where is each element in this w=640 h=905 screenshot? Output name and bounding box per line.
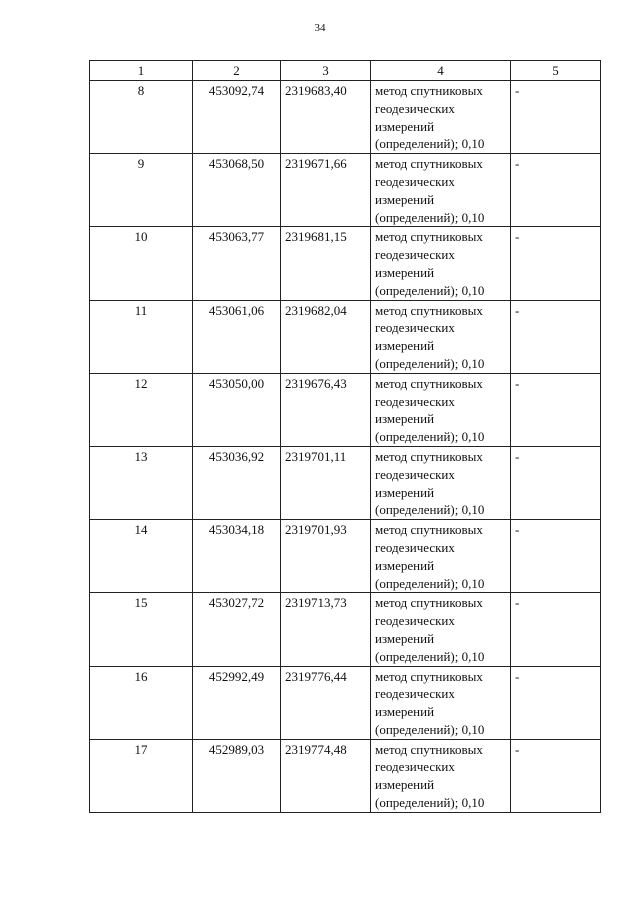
method-line: геодезических (375, 613, 455, 629)
extra-cell: - (511, 593, 601, 666)
table-header-row (90, 61, 601, 81)
extra-cell: - (511, 300, 601, 373)
table-row (90, 300, 601, 373)
method-line: (определений); 0,10 (375, 355, 485, 371)
method-line: (определений); 0,10 (375, 575, 485, 591)
extra-cell: - (511, 739, 601, 812)
method-cell (371, 373, 511, 446)
method-cell (371, 81, 511, 154)
table-row (90, 520, 601, 593)
x-coordinate-cell: 453068,50 (193, 154, 281, 227)
x-coordinate-cell: 453050,00 (193, 373, 281, 446)
method-line: метод спутниковых (375, 741, 483, 757)
method-line: метод спутниковых (375, 156, 483, 172)
table-row (90, 593, 601, 666)
y-coordinate-cell: 2319701,11 (281, 446, 371, 519)
method-cell (371, 227, 511, 300)
method-line: (определений); 0,10 (375, 648, 485, 664)
method-line: метод спутниковых (375, 595, 483, 611)
method-line: геодезических (375, 320, 455, 336)
method-cell (371, 154, 511, 227)
method-cell (371, 666, 511, 739)
y-coordinate-cell: 2319671,66 (281, 154, 371, 227)
point-number-cell: 14 (90, 520, 193, 593)
point-number-cell: 12 (90, 373, 193, 446)
method-line: измерений (375, 484, 435, 500)
method-line: геодезических (375, 393, 455, 409)
method-line: геодезических (375, 247, 455, 263)
y-coordinate-cell: 2319701,93 (281, 520, 371, 593)
extra-cell: - (511, 154, 601, 227)
table-row (90, 373, 601, 446)
y-coordinate-cell: 2319682,04 (281, 300, 371, 373)
method-line: метод спутниковых (375, 448, 483, 464)
method-line: измерений (375, 630, 435, 646)
table-row (90, 154, 601, 227)
method-line: измерений (375, 777, 435, 793)
method-line: метод спутниковых (375, 302, 483, 318)
header-col-3: 3 (281, 61, 371, 81)
method-line: измерений (375, 411, 435, 427)
x-coordinate-cell: 453036,92 (193, 446, 281, 519)
x-coordinate-cell: 453063,77 (193, 227, 281, 300)
header-col-2: 2 (193, 61, 281, 81)
point-number-cell: 11 (90, 300, 193, 373)
method-cell (371, 739, 511, 812)
header-col-4: 4 (371, 61, 511, 81)
x-coordinate-cell: 453061,06 (193, 300, 281, 373)
method-cell (371, 446, 511, 519)
method-line: измерений (375, 557, 435, 573)
table-row (90, 666, 601, 739)
method-line: измерений (375, 338, 435, 354)
method-cell (371, 300, 511, 373)
x-coordinate-cell: 453027,72 (193, 593, 281, 666)
extra-cell: - (511, 373, 601, 446)
table-row (90, 446, 601, 519)
method-line: измерений (375, 264, 435, 280)
point-number-cell: 9 (90, 154, 193, 227)
method-line: метод спутниковых (375, 229, 483, 245)
x-coordinate-cell: 453092,74 (193, 81, 281, 154)
method-line: (определений); 0,10 (375, 209, 485, 225)
method-line: измерений (375, 191, 435, 207)
point-number-cell: 10 (90, 227, 193, 300)
point-number-cell: 13 (90, 446, 193, 519)
point-number-cell: 16 (90, 666, 193, 739)
point-number-cell: 8 (90, 81, 193, 154)
method-line: геодезических (375, 173, 455, 189)
extra-cell: - (511, 227, 601, 300)
header-col-5: 5 (511, 61, 601, 81)
extra-cell: - (511, 666, 601, 739)
method-line: (определений); 0,10 (375, 502, 485, 518)
y-coordinate-cell: 2319681,15 (281, 227, 371, 300)
extra-cell: - (511, 446, 601, 519)
method-line: метод спутниковых (375, 668, 483, 684)
method-line: геодезических (375, 686, 455, 702)
method-line: измерений (375, 704, 435, 720)
header-col-1: 1 (90, 61, 193, 81)
method-cell (371, 520, 511, 593)
x-coordinate-cell: 452992,49 (193, 666, 281, 739)
method-line: геодезических (375, 539, 455, 555)
point-number-cell: 17 (90, 739, 193, 812)
y-coordinate-cell: 2319776,44 (281, 666, 371, 739)
method-line: геодезических (375, 466, 455, 482)
y-coordinate-cell: 2319676,43 (281, 373, 371, 446)
coordinates-table (89, 60, 601, 813)
table-row (90, 227, 601, 300)
method-line: (определений); 0,10 (375, 136, 485, 152)
extra-cell: - (511, 81, 601, 154)
x-coordinate-cell: 452989,03 (193, 739, 281, 812)
method-line: (определений); 0,10 (375, 429, 485, 445)
method-line: (определений); 0,10 (375, 795, 485, 811)
method-line: метод спутниковых (375, 83, 483, 98)
extra-cell: - (511, 520, 601, 593)
point-number-cell: 15 (90, 593, 193, 666)
y-coordinate-cell: 2319774,48 (281, 739, 371, 812)
method-line: (определений); 0,10 (375, 282, 485, 298)
table-row (90, 81, 601, 154)
table-row (90, 739, 601, 812)
x-coordinate-cell: 453034,18 (193, 520, 281, 593)
method-line: (определений); 0,10 (375, 721, 485, 737)
method-line: измерений (375, 118, 435, 134)
method-line: метод спутниковых (375, 375, 483, 391)
y-coordinate-cell: 2319713,73 (281, 593, 371, 666)
method-cell (371, 593, 511, 666)
method-line: геодезических (375, 759, 455, 775)
method-line: метод спутниковых (375, 522, 483, 538)
y-coordinate-cell: 2319683,40 (281, 81, 371, 154)
method-line: геодезических (375, 100, 455, 116)
page-number: 34 (314, 22, 326, 34)
table-body (90, 81, 601, 813)
